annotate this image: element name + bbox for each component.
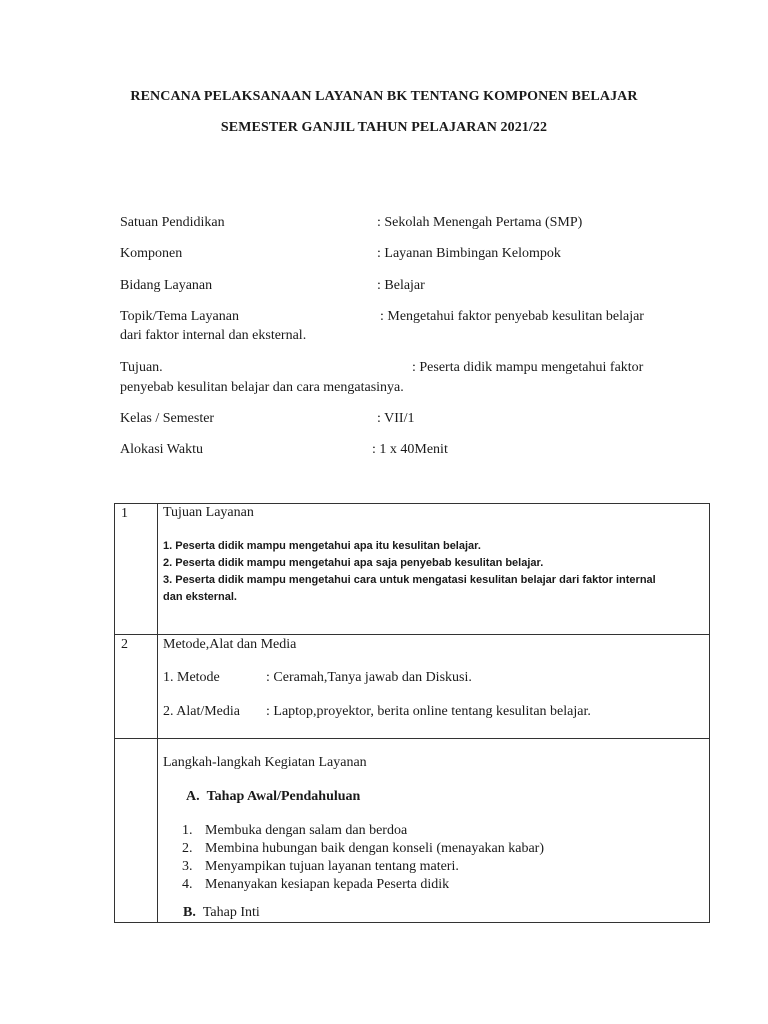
row-content [158,739,710,923]
info-label: Bidang Layanan [120,278,213,293]
table-row-langkah [115,739,710,923]
row-number: 1 [115,504,158,635]
list-item: 3. Peserta didik mampu mengetahui cara untuk mengatasi kesulitan belajar dari faktor internal [163,574,656,586]
row-number [115,739,158,923]
info-value: : Belajar [377,278,425,293]
info-label: Kelas / Semester [120,411,215,426]
list-item: 2. Membina hubungan baik dengan konseli (menayakan kabar) [182,841,545,856]
plan-table [114,503,710,923]
list-item: 4. Menanyakan kesiapan kepada Peserta didik [182,877,450,892]
alat-value: : Laptop,proyektor, berita online tentang kesulitan belajar. [266,704,591,719]
document-subtitle: SEMESTER GANJIL TAHUN PELAJARAN 2021/22 [220,120,548,135]
info-continuation: dari faktor internal dan eksternal. [120,328,307,343]
metode-label: 1. Metode [163,670,220,685]
info-label: Topik/Tema Layanan [120,309,239,324]
section-a-marker: A. [186,789,200,804]
metode-value: : Ceramah,Tanya jawab dan Diskusi. [266,670,472,685]
info-label: Tujuan. [120,360,163,375]
list-item: 2. Peserta didik mampu mengetahui apa saja penyebab kesulitan belajar. [163,557,544,569]
section-b-title: Tahap Inti [202,905,260,920]
table-row-metode [115,635,710,739]
section-a-title: Tahap Awal/Pendahuluan [206,789,361,804]
row-number: 2 [115,635,158,739]
info-label: Alokasi Waktu [120,442,203,457]
info-continuation: penyebab kesulitan belajar dan cara mengatasinya. [120,380,404,395]
list-item: 1. Peserta didik mampu mengetahui apa itu kesulitan belajar. [163,540,481,552]
info-value: : VII/1 [377,411,415,426]
section-b-heading [183,905,260,921]
table-row-tujuan [115,504,710,635]
info-value: : Mengetahui faktor penyebab kesulitan belajar [380,309,644,324]
section-heading: Metode,Alat dan Media [163,637,297,652]
list-item: 1. Membuka dengan salam dan berdoa [182,823,408,838]
info-label: Satuan Pendidikan [120,215,225,230]
info-value: : 1 x 40Menit [372,442,448,457]
tujuan-list [163,538,656,606]
row-content [158,635,710,739]
document-title: RENCANA PELAKSANAAN LAYANAN BK TENTANG KOMPONEN BELAJAR [130,89,638,104]
section-heading: Langkah-langkah Kegiatan Layanan [163,755,367,770]
info-value: : Layanan Bimbingan Kelompok [377,246,561,261]
section-a-heading [186,789,360,805]
info-value: : Peserta didik mampu mengetahui faktor [412,360,644,375]
section-heading: Tujuan Layanan [163,505,254,520]
row-content [158,504,710,635]
steps-list [158,822,544,894]
list-item: dan eksternal. [163,591,237,603]
list-item: 3. Menyampikan tujuan layanan tentang materi. [182,859,459,874]
info-value: : Sekolah Menengah Pertama (SMP) [377,215,583,230]
info-label: Komponen [120,246,183,261]
section-b-marker: B. [183,905,196,920]
alat-label: 2. Alat/Media [163,704,240,719]
